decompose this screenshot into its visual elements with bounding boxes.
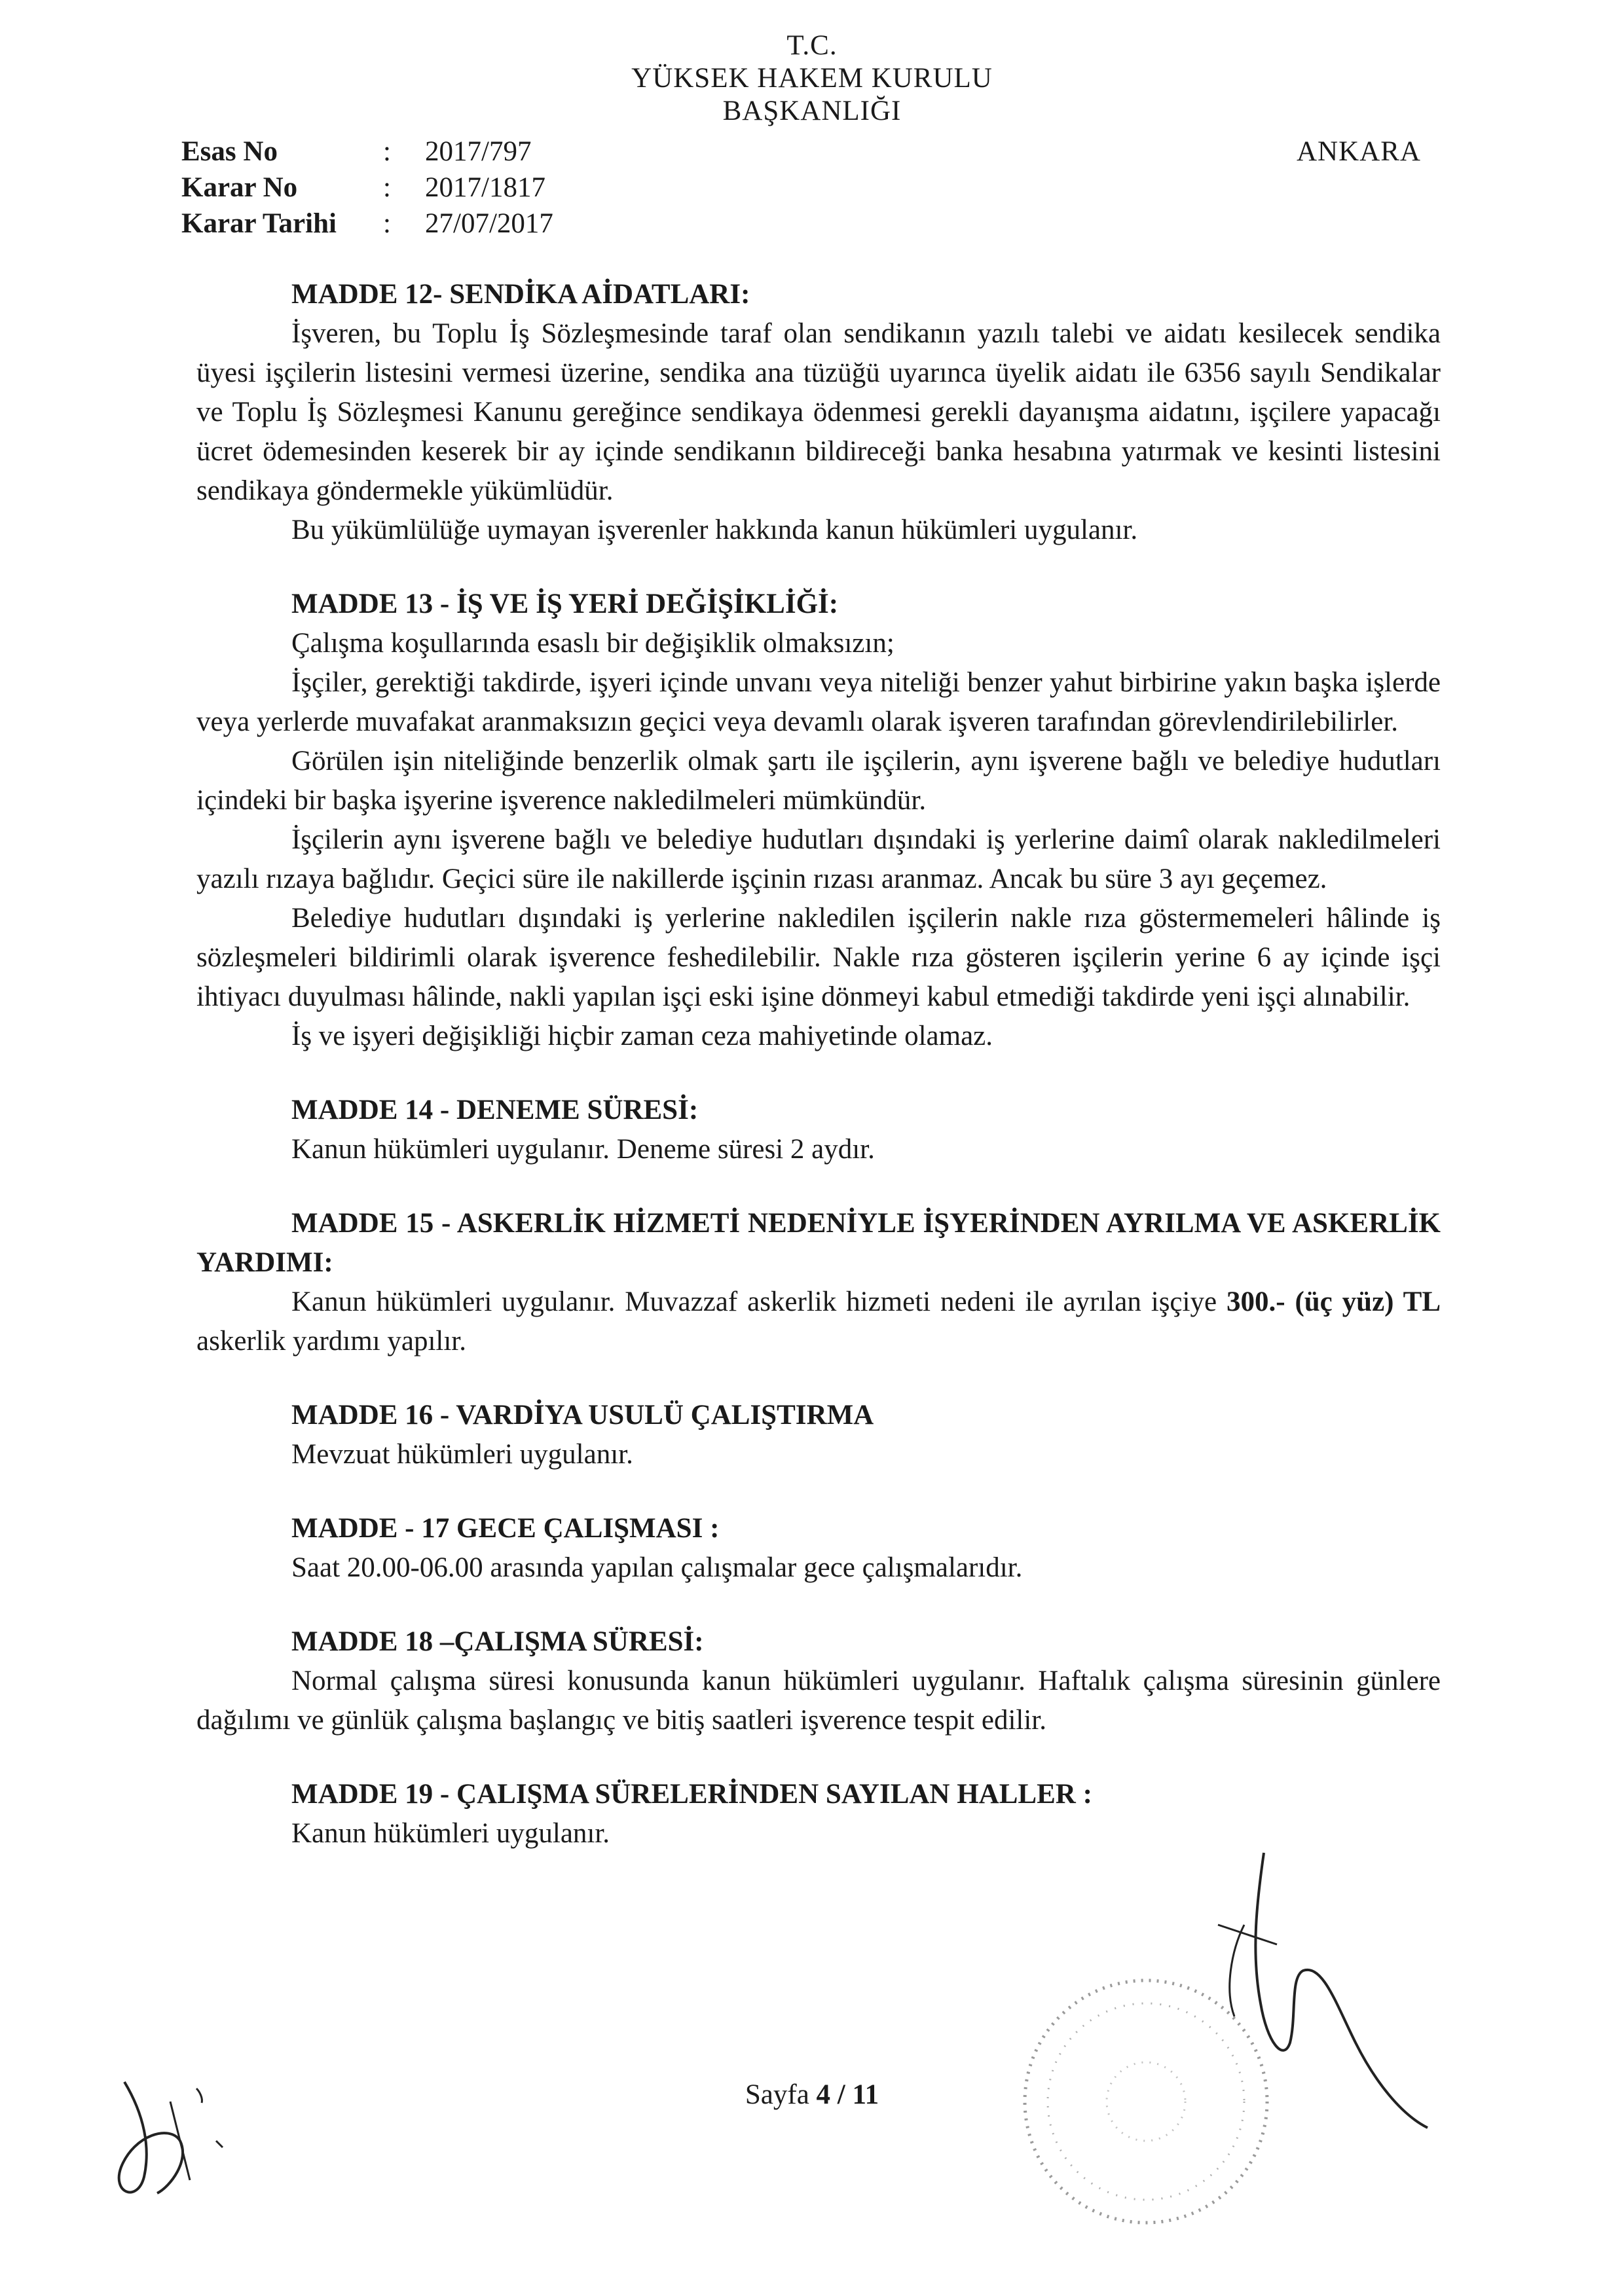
article-18 xyxy=(196,1622,1441,1740)
karar-colon: : xyxy=(383,172,391,203)
karar-value: 2017/1817 xyxy=(425,172,545,203)
article-16 xyxy=(196,1396,1441,1474)
article-15-paragraph-1 xyxy=(196,1283,1441,1361)
esas-label: Esas No xyxy=(181,136,278,167)
article-17-paragraph-1: Saat 20.00-06.00 arasında yapılan çalışmalar gece çalışmalarıdır. xyxy=(291,1552,1023,1583)
article-18-paragraph-1: Normal çalışma süresi konusunda kanun hükümleri uygulanır. Haftalık çalışma süresinin günlere dağılımı ve günlük çalışma başlangıç ve bitiş saatleri işverence tespit edilir. xyxy=(196,1666,1441,1736)
article-14 xyxy=(196,1091,1441,1169)
article-13-paragraph-5: Belediye hudutları dışındaki iş yerlerine nakledilen işçilerin nakle rıza göstermemeleri hâlinde iş sözleşmeleri bildirimli olarak işverence feshedilebilir. Nakle rıza gösteren işçilerin yerine 6 ay içinde işçi ihtiyacı duyulması hâlinde, nakli yapılan işçi eski işine dönmeyi kabul etmediği takdirde yeni işçi alınabilir. xyxy=(196,903,1441,1012)
article-14-title: MADDE 14 - DENEME SÜRESİ: xyxy=(291,1095,699,1125)
karar-label: Karar No xyxy=(181,172,298,203)
article-13-title: MADDE 13 - İŞ VE İŞ YERİ DEĞİŞİKLİĞİ: xyxy=(291,589,839,619)
tarih-label: Karar Tarihi xyxy=(181,208,337,239)
article-17-title: MADDE - 17 GECE ÇALIŞMASI : xyxy=(291,1513,720,1544)
esas-value: 2017/797 xyxy=(425,136,532,167)
article-12 xyxy=(196,275,1441,550)
article-17 xyxy=(196,1509,1441,1588)
signature-left xyxy=(98,2062,262,2213)
article-12-paragraph-1: İşveren, bu Toplu İş Sözleşmesinde taraf olan sendikanın yazılı talebi ve aidatı kesilecek sendika üyesi işçilerin listesini vermesi üzerine, sendika ana tüzüğü uyarınca üyelik aidatı ile 6356 sayılı Sendikalar ve Toplu İş Sözleşmesi Kanunu gereğince sendikaya ödenmesi gerekli dayanışma aidatını, işçilere yapacağı ücret ödemesinden keserek bir ay içinde sendikanın bildireceği banka hesabına yatırmak ve kesinti listesini sendikaya göndermekle yükümlüdür. xyxy=(196,318,1441,506)
header-tc: T.C. xyxy=(786,30,838,61)
article-13-paragraph-4: İşçilerin aynı işverene bağlı ve belediye hudutları dışındaki iş yerlerine daimî olarak nakledilmeleri yazılı rızaya bağlıdır. Geçici süre ile nakillerde işçinin rızası aranmaz. Ancak bu süre 3 ayı geçemez. xyxy=(196,824,1441,894)
document-body xyxy=(196,275,1441,1888)
article-16-paragraph-1: Mevzuat hükümleri uygulanır. xyxy=(291,1439,633,1470)
tarih-value: 27/07/2017 xyxy=(425,208,553,239)
article-18-title: MADDE 18 –ÇALIŞMA SÜRESİ: xyxy=(291,1626,704,1657)
signature-right xyxy=(1205,1846,1454,2134)
article-13-paragraph-6: İş ve işyeri değişikliği hiçbir zaman ceza mahiyetinde olamaz. xyxy=(291,1021,993,1051)
article-15 xyxy=(196,1204,1441,1361)
header-city: ANKARA xyxy=(1297,136,1421,167)
article-13-paragraph-3: Görülen işin niteliğinde benzerlik olmak şartı ile işçilerin, aynı işverene bağlı ve belediye hudutları içindeki bir başka işyerine işverence nakledilmeleri mümkündür. xyxy=(196,746,1441,816)
article-15-text-start: Kanun hükümleri uygulanır. Muvazzaf askerlik hizmeti nedeni ile ayrılan işçiye xyxy=(291,1286,1227,1317)
header-institution: YÜKSEK HAKEM KURULU xyxy=(631,63,993,94)
article-15-amount: 300.- (üç yüz) TL xyxy=(1226,1286,1441,1317)
article-19 xyxy=(196,1775,1441,1853)
article-16-title: MADDE 16 - VARDİYA USULÜ ÇALIŞTIRMA xyxy=(291,1400,874,1430)
article-15-title: MADDE 15 - ASKERLİK HİZMETİ NEDENİYLE İŞYERİNDEN AYRILMA VE ASKERLİK YARDIMI: xyxy=(196,1208,1441,1278)
article-12-paragraph-2: Bu yükümlülüğe uymayan işverenler hakkında kanun hükümleri uygulanır. xyxy=(291,515,1138,545)
article-19-paragraph-1: Kanun hükümleri uygulanır. xyxy=(291,1818,610,1849)
article-12-title: MADDE 12- SENDİKA AİDATLARI: xyxy=(291,279,750,310)
page-number: 4 / 11 xyxy=(816,2079,879,2110)
article-13-paragraph-1: Çalışma koşullarında esaslı bir değişiklik olmaksızın; xyxy=(291,628,895,659)
article-13 xyxy=(196,585,1441,1056)
tarih-colon: : xyxy=(383,208,391,239)
header-presidency: BAŞKANLIĞI xyxy=(722,96,902,126)
article-13-paragraph-2: İşçiler, gerektiği takdirde, işyeri içinde unvanı veya niteliği benzer yahut birbirine yakın başka işlerde veya yerlerde muvafakat aranmaksızın geçici veya devamlı olarak işveren tarafından görevlendirilebilirler. xyxy=(196,667,1441,737)
article-14-paragraph-1: Kanun hükümleri uygulanır. Deneme süresi 2 aydır. xyxy=(291,1134,875,1165)
article-15-text-end: askerlik yardımı yapılır. xyxy=(196,1326,466,1357)
esas-colon: : xyxy=(383,136,391,167)
page-label: Sayfa xyxy=(745,2079,817,2110)
article-19-title: MADDE 19 - ÇALIŞMA SÜRELERİNDEN SAYILAN HALLER : xyxy=(291,1779,1092,1810)
